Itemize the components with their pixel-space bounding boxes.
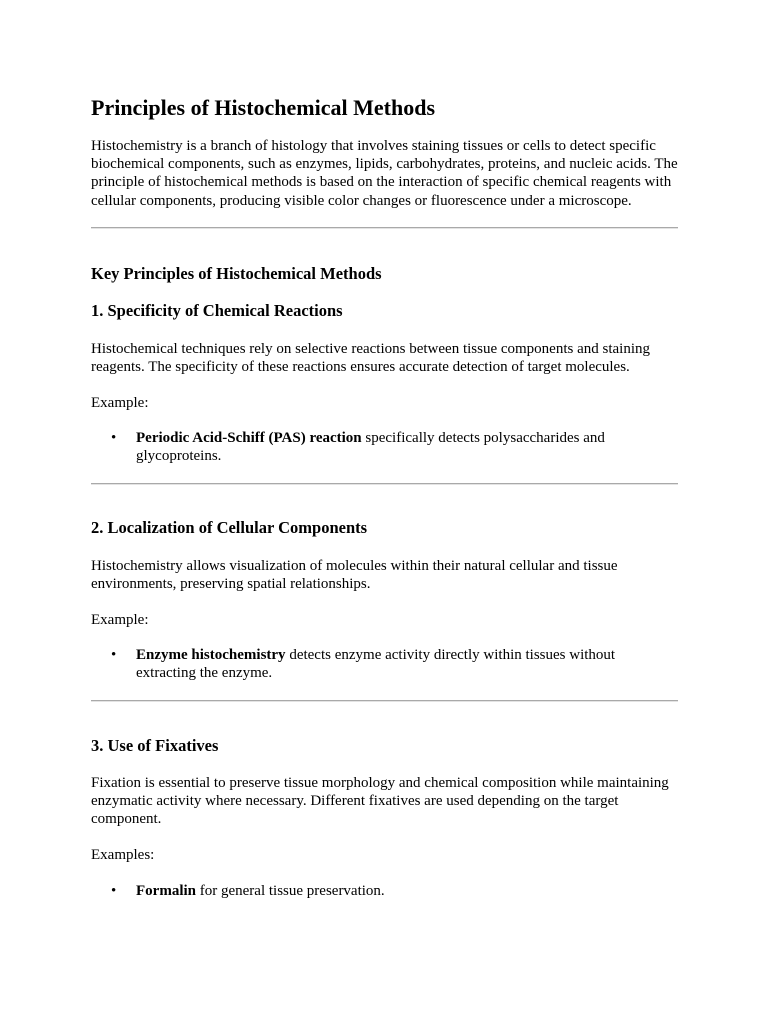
section-body: Fixation is essential to preserve tissue morphology and chemical composition while maintaining enzymatic activity where necessary. Different fixatives are used depending on the target component. [91,775,669,828]
divider [91,700,678,702]
example-label: Example: [91,395,149,411]
list-item-text: specifically detects polysaccharides and glycoproteins. [136,430,605,465]
section-heading: 1. Specificity of Chemical Reactions [91,301,343,320]
intro-paragraph: Histochemistry is a branch of histology that involves staining tissues or cells to detect specific biochemical components, such as enzymes, lipids, carbohydrates, proteins, and nucleic acids. The principle of histochemical methods is based on the interaction of specific chemical reagents with cellular components, producing visible color changes or fluorescence under a microscope. [91,138,678,209]
section-heading: 3. Use of Fixatives [91,736,219,755]
list-item-term: Enzyme histochemistry [136,647,286,663]
bullet-glyph: • [111,647,117,663]
bullet-glyph: • [111,430,117,446]
divider [91,227,678,229]
list-item [136,882,636,900]
section-body: Histochemistry allows visualization of molecules within their natural cellular and tissue environments, preserving spatial relationships. [91,558,618,593]
example-label: Example: [91,612,149,628]
list-item [136,429,636,465]
list-item-text: detects enzyme activity directly within tissues without extracting the enzyme. [136,647,616,682]
list-item-text: for general tissue preservation. [196,883,385,899]
divider [91,483,678,485]
section-body: Histochemical techniques rely on selective reactions between tissue components and staining reagents. The specificity of these reactions ensures accurate detection of target molecules. [91,341,650,376]
list-item [136,646,636,682]
section-heading: 2. Localization of Cellular Components [91,518,368,537]
list-item-term: Formalin [136,883,196,899]
page-title: Principles of Histochemical Methods [91,95,436,120]
example-label: Examples: [91,847,155,863]
list-item-term: Periodic Acid-Schiff (PAS) reaction [136,430,362,446]
bullet-glyph: • [111,883,117,899]
key-principles-heading: Key Principles of Histochemical Methods [91,264,382,283]
